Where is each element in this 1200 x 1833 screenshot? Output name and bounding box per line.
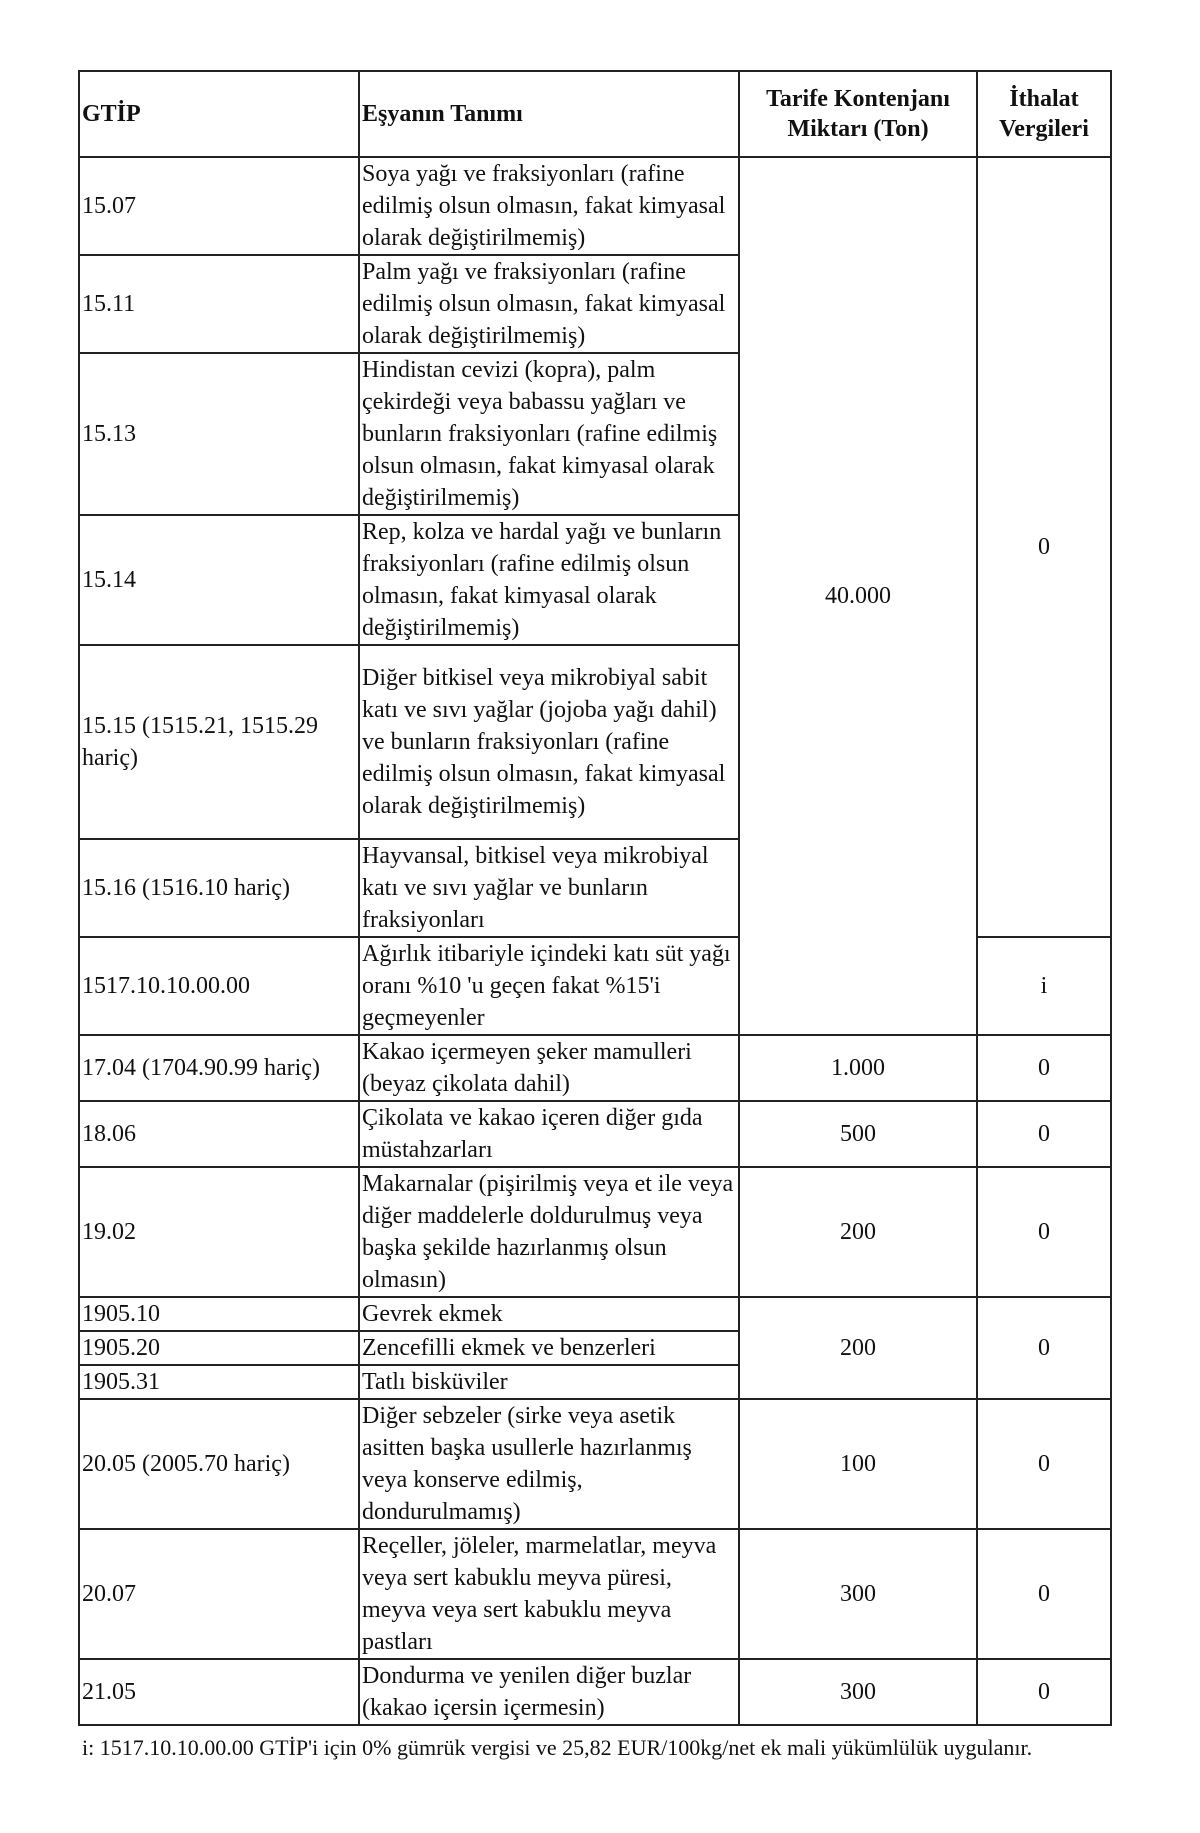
oils-group-quota: 40.000 <box>739 157 977 1035</box>
header-quota: Tarife Kontenjanı Miktarı (Ton) <box>739 71 977 157</box>
row-code: 15.15 (1515.21, 1515.29 hariç) <box>79 645 359 839</box>
row-description: Soya yağı ve fraksiyonları (rafine edilmiş olsun olmasın, fakat kimyasal olarak değiştirilmemiş) <box>359 157 739 255</box>
row-quota: 500 <box>739 1101 977 1167</box>
row-description: Diğer bitkisel veya mikrobiyal sabit katı ve sıvı yağlar (jojoba yağı dahil) ve bunların fraksiyonları (rafine edilmiş olsun olmasın, fakat kimyasal olarak değiştirilmemiş) <box>359 645 739 839</box>
row-description: Tatlı bisküviler <box>359 1365 739 1399</box>
oils-group-duty: 0 <box>977 157 1111 937</box>
row-description: Çikolata ve kakao içeren diğer gıda müstahzarları <box>359 1101 739 1167</box>
row-duty: 0 <box>977 1101 1111 1167</box>
table-row <box>79 157 1111 255</box>
header-duties: İthalat Vergileri <box>977 71 1111 157</box>
row-duty: 0 <box>977 1659 1111 1725</box>
row-description: Dondurma ve yenilen diğer buzlar (kakao içersin içermesin) <box>359 1659 739 1725</box>
row-description: Ağırlık itibariyle içindeki katı süt yağı oranı %10 'u geçen fakat %15'i geçmeyenler <box>359 937 739 1035</box>
row-description: Hayvansal, bitkisel veya mikrobiyal katı ve sıvı yağlar ve bunların fraksiyonları <box>359 839 739 937</box>
row-duty: 0 <box>977 1035 1111 1101</box>
table-row <box>79 1529 1111 1659</box>
tariff-quota-table <box>78 70 1112 1726</box>
row-code: 21.05 <box>79 1659 359 1725</box>
row-code: 15.16 (1516.10 hariç) <box>79 839 359 937</box>
row-description: Kakao içermeyen şeker mamulleri (beyaz çikolata dahil) <box>359 1035 739 1101</box>
row-description: Gevrek ekmek <box>359 1297 739 1331</box>
table-row <box>79 1297 1111 1331</box>
header-description: Eşyanın Tanımı <box>359 71 739 157</box>
row-description: Palm yağı ve fraksiyonları (rafine edilmiş olsun olmasın, fakat kimyasal olarak değiştirilmemiş) <box>359 255 739 353</box>
row-code: 19.02 <box>79 1167 359 1297</box>
table-row <box>79 1101 1111 1167</box>
row-code: 1517.10.10.00.00 <box>79 937 359 1035</box>
row-code: 15.13 <box>79 353 359 515</box>
bread-group-quota: 200 <box>739 1297 977 1399</box>
table-row <box>79 1035 1111 1101</box>
table-row <box>79 1167 1111 1297</box>
header-code: GTİP <box>79 71 359 157</box>
row-description: Makarnalar (pişirilmiş veya et ile veya diğer maddelerle doldurulmuş veya başka şekilde hazırlanmış olsun olmasın) <box>359 1167 739 1297</box>
row-description: Hindistan cevizi (kopra), palm çekirdeği veya babassu yağları ve bunların fraksiyonları (rafine edilmiş olsun olmasın, fakat kimyasal olarak değiştirilmemiş) <box>359 353 739 515</box>
row-description: Zencefilli ekmek ve benzerleri <box>359 1331 739 1365</box>
row-description: Rep, kolza ve hardal yağı ve bunların fraksiyonları (rafine edilmiş olsun olmasın, fakat kimyasal olarak değiştirilmemiş) <box>359 515 739 645</box>
row-code: 1905.10 <box>79 1297 359 1331</box>
row-code: 1905.20 <box>79 1331 359 1365</box>
row-duty: i <box>977 937 1111 1035</box>
row-code: 20.05 (2005.70 hariç) <box>79 1399 359 1529</box>
row-quota: 300 <box>739 1659 977 1725</box>
row-code: 15.14 <box>79 515 359 645</box>
row-description: Diğer sebzeler (sirke veya asetik asitten başka usullerle hazırlanmış veya konserve edilmiş, dondurulmamış) <box>359 1399 739 1529</box>
row-duty: 0 <box>977 1399 1111 1529</box>
row-code: 15.07 <box>79 157 359 255</box>
row-description: Reçeller, jöleler, marmelatlar, meyva veya sert kabuklu meyva püresi, meyva veya sert kabuklu meyva pastları <box>359 1529 739 1659</box>
row-quota: 1.000 <box>739 1035 977 1101</box>
table-header-row <box>79 71 1111 157</box>
row-quota: 300 <box>739 1529 977 1659</box>
row-code: 18.06 <box>79 1101 359 1167</box>
row-code: 15.11 <box>79 255 359 353</box>
row-code: 1905.31 <box>79 1365 359 1399</box>
row-duty: 0 <box>977 1529 1111 1659</box>
row-code: 20.07 <box>79 1529 359 1659</box>
row-code: 17.04 (1704.90.99 hariç) <box>79 1035 359 1101</box>
row-quota: 100 <box>739 1399 977 1529</box>
row-quota: 200 <box>739 1167 977 1297</box>
row-duty: 0 <box>977 1167 1111 1297</box>
table-row <box>79 1659 1111 1725</box>
bread-group-duty: 0 <box>977 1297 1111 1399</box>
footnote: i: 1517.10.10.00.00 GTİP'i için 0% gümrük vergisi ve 25,82 EUR/100kg/net ek mali yükümlülük uygulanır. <box>82 1735 1033 1760</box>
table-row <box>79 1399 1111 1529</box>
